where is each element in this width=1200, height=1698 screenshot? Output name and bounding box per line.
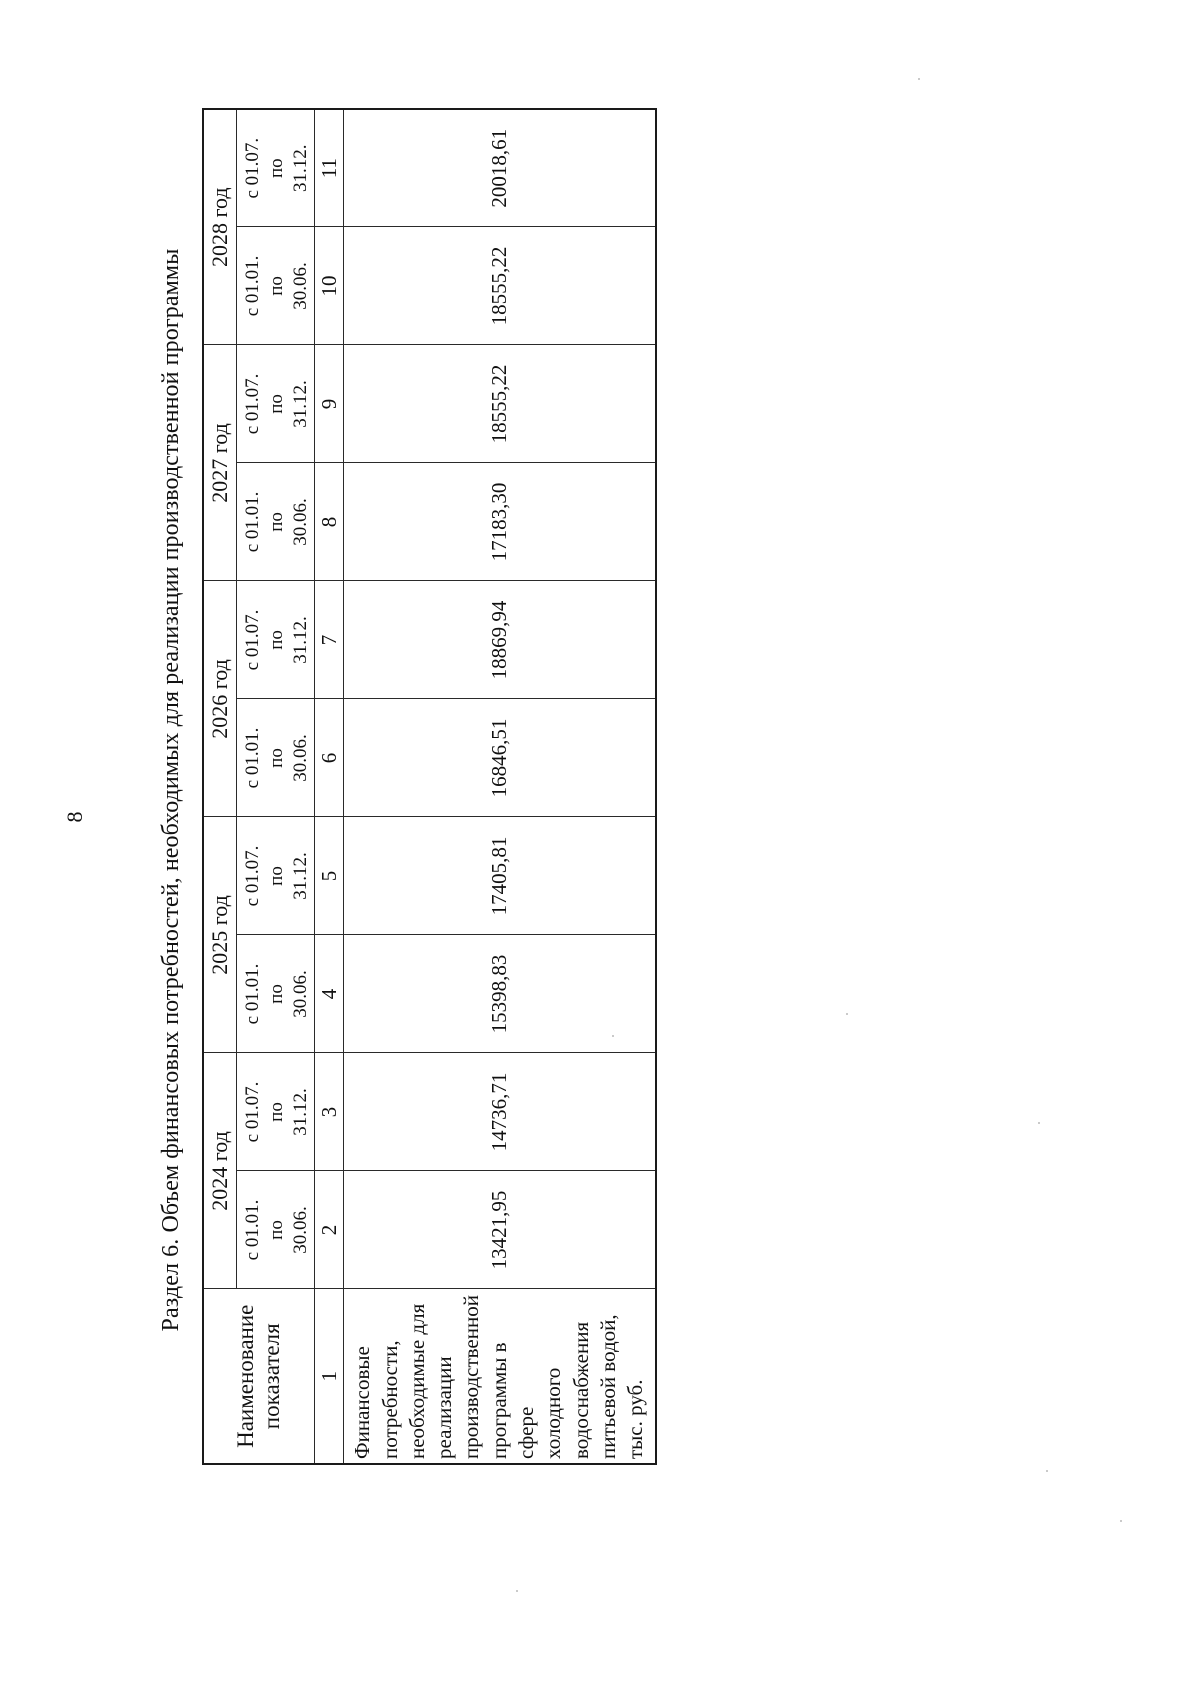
column-number: 3: [315, 1053, 344, 1171]
rotated-page-content: [158, 55, 648, 1525]
period-header: [237, 581, 315, 699]
year-header: 2028 год: [203, 109, 237, 345]
period-line: по: [265, 1220, 287, 1240]
value-cell: 16846,51: [344, 699, 656, 817]
period-line: с 01.07.: [242, 1081, 263, 1143]
period-line: с 01.01.: [242, 491, 263, 553]
value-cell: 18555,22: [344, 345, 656, 463]
scan-speck: [1038, 1122, 1040, 1124]
period-line: по: [265, 630, 287, 650]
period-line: по: [265, 984, 287, 1004]
period-line: по: [265, 394, 287, 414]
table-row: [344, 109, 656, 1464]
year-header: 2025 год: [203, 817, 237, 1053]
year-header: 2026 год: [203, 581, 237, 817]
period-line: 30.06.: [289, 262, 311, 310]
period-line: по: [265, 512, 287, 532]
column-number: 11: [315, 109, 344, 227]
period-line: по: [265, 866, 287, 886]
year-header-row: [203, 109, 237, 1464]
period-line: 31.12.: [289, 616, 311, 664]
indicator-line: холодного водоснабжения: [541, 1321, 593, 1459]
period-line: с 01.07.: [242, 373, 263, 435]
period-header-row: [237, 109, 315, 1464]
period-header: [237, 1053, 315, 1171]
value-cell: 17183,30: [344, 463, 656, 581]
value-cell: 13421,95: [344, 1171, 656, 1289]
column-number: 5: [315, 817, 344, 935]
period-line: с 01.01.: [242, 963, 263, 1025]
period-line: с 01.07.: [242, 609, 263, 671]
value-cell: 17405,81: [344, 817, 656, 935]
page-number: 8: [62, 811, 87, 823]
period-line: с 01.01.: [242, 255, 263, 317]
financial-needs-table: [202, 108, 657, 1465]
period-header: [237, 227, 315, 345]
period-line: с 01.07.: [242, 137, 263, 199]
period-line: по: [265, 158, 287, 179]
period-line: по: [265, 1102, 287, 1122]
column-number: 8: [315, 463, 344, 581]
indicator-line: реализации: [432, 1356, 457, 1459]
value-cell: 14736,71: [344, 1053, 656, 1171]
value-cell: 20018,61: [344, 109, 656, 227]
period-line: 31.12.: [289, 144, 311, 192]
period-line: 31.12.: [289, 380, 311, 428]
indicator-line: необходимые для: [404, 1303, 429, 1459]
period-line: 31.12.: [289, 1088, 311, 1136]
column-number: 6: [315, 699, 344, 817]
column-number: 7: [315, 581, 344, 699]
period-line: 30.06.: [289, 1206, 311, 1254]
year-header: 2027 год: [203, 345, 237, 581]
value-cell: 18869,94: [344, 581, 656, 699]
value-cell: 15398,83: [344, 935, 656, 1053]
column-number: 2: [315, 1171, 344, 1289]
column-number-row: [315, 109, 344, 1464]
indicator-line: Финансовые потребности,: [350, 1340, 402, 1459]
scan-speck: [1120, 1520, 1122, 1522]
period-line: 31.12.: [289, 852, 311, 900]
column-number: 1: [315, 1289, 344, 1464]
column-number: 4: [315, 935, 344, 1053]
column-number: 9: [315, 345, 344, 463]
scan-speck: [918, 78, 920, 80]
scan-speck: [1046, 1470, 1048, 1472]
period-header: [237, 1171, 315, 1289]
period-line: с 01.01.: [242, 727, 263, 789]
indicator-line: производственной: [459, 1295, 484, 1459]
year-header: 2024 год: [203, 1053, 237, 1289]
period-header: [237, 699, 315, 817]
indicator-line: питьевой водой, тыс. руб.: [595, 1314, 648, 1459]
period-header: [237, 109, 315, 227]
section-title: Раздел 6. Объем финансовых потребностей, необходимых для реализации производственной программы: [158, 248, 184, 1332]
scan-speck: [846, 1013, 848, 1015]
period-header: [237, 345, 315, 463]
indicator-line: программы в сфере: [486, 1342, 539, 1459]
column-number: 10: [315, 227, 344, 345]
scan-speck: [516, 1590, 518, 1592]
period-line: по: [265, 748, 287, 768]
period-header: [237, 817, 315, 935]
period-line: с 01.01.: [242, 1199, 263, 1261]
period-line: 30.06.: [289, 970, 311, 1018]
indicator-header: Наименование показателя: [203, 1289, 315, 1464]
period-line: с 01.07.: [242, 845, 263, 907]
period-line: 30.06.: [289, 498, 311, 546]
period-header: [237, 463, 315, 581]
indicator-name: [344, 1289, 656, 1464]
period-line: 30.06.: [289, 734, 311, 782]
period-line: по: [265, 276, 287, 296]
value-cell: 18555,22: [344, 227, 656, 345]
period-header: [237, 935, 315, 1053]
